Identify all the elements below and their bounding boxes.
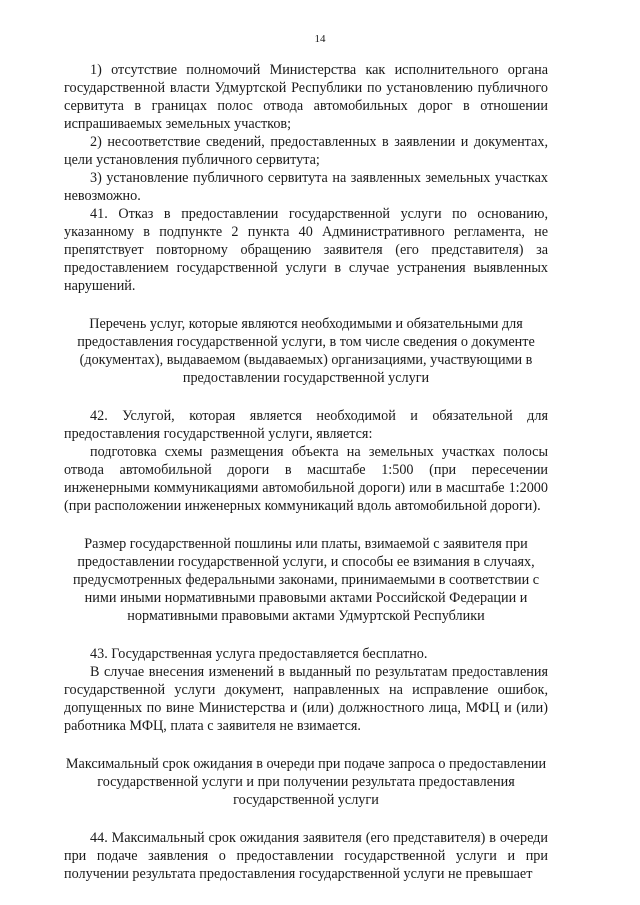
paragraph-43-note: В случае внесения изменений в выданный по результатам предоставления государственной услуги документ, направленных на исправление ошибок, допущенных по вине Министерства и (или) должностного лица, МФЦ и (или) работника МФЦ, плата с заявителя не взимается. (64, 664, 548, 734)
section-heading-queue-time: Максимальный срок ожидания в очереди при подаче запроса о предоставлении государственной услуги и при получении результата предоставления государственной услуги (65, 756, 547, 808)
paragraph-43: 43. Государственная услуга предоставляется бесплатно. (90, 646, 428, 662)
paragraph-41: 41. Отказ в предоставлении государственной услуги по основанию, указанному в подпункте 2 пункта 40 Административного регламента, не препятствует повторному обращению заявителя (его представителя) за предоставлением государственной услуги в случае устранения выявленных нарушений. (64, 206, 548, 294)
document-body (64, 61, 548, 883)
paragraph-42-item: подготовка схемы размещения объекта на земельных участках полосы отвода автомобильной дороги в масштабе 1:500 (при пересечении инженерными коммуникациями автомобильной дороги) или в масштабе 1:2000 (при расположении инженерных коммуникаций вдоль автомобильной дороги). (64, 444, 548, 514)
paragraph-44: 44. Максимальный срок ожидания заявителя (его представителя) в очереди при подаче заявления о предоставлении государственной услуги и при получении результата предоставления государственной услуги не превышает (64, 830, 548, 882)
page-number: 14 (314, 33, 326, 45)
paragraph-42: 42. Услугой, которая является необходимой и обязательной для предоставления государственной услуги, является: (64, 408, 548, 442)
section-heading-state-fee: Размер государственной пошлины или платы, взимаемой с заявителя при предоставлении государственной услуги, и способы ее взимания в случаях, предусмотренных федеральными законами, принимаемыми в соответствии с ними иными нормативными правовыми актами Российской Федерации и нормативными правовыми актами Удмуртской Республики (72, 536, 540, 624)
paragraph-item-1: 1) отсутствие полномочий Министерства как исполнительного органа государственной власти Удмуртской Республики по установлению публичного сервитута в границах полос отвода автомобильных дорог в отношении испрашиваемых земельных участков; (64, 62, 548, 132)
section-heading-services-list: Перечень услуг, которые являются необходимыми и обязательными для предоставления государственной услуги, в том числе сведения о документе (документах), выдаваемом (выдаваемых) организациями, участвующими в предоставлении государственной услуги (77, 316, 535, 386)
paragraph-item-2: 2) несоответствие сведений, предоставленных в заявлении и документах, цели установления публичного сервитута; (64, 134, 548, 168)
paragraph-item-3: 3) установление публичного сервитута на заявленных земельных участках невозможно. (64, 170, 548, 204)
